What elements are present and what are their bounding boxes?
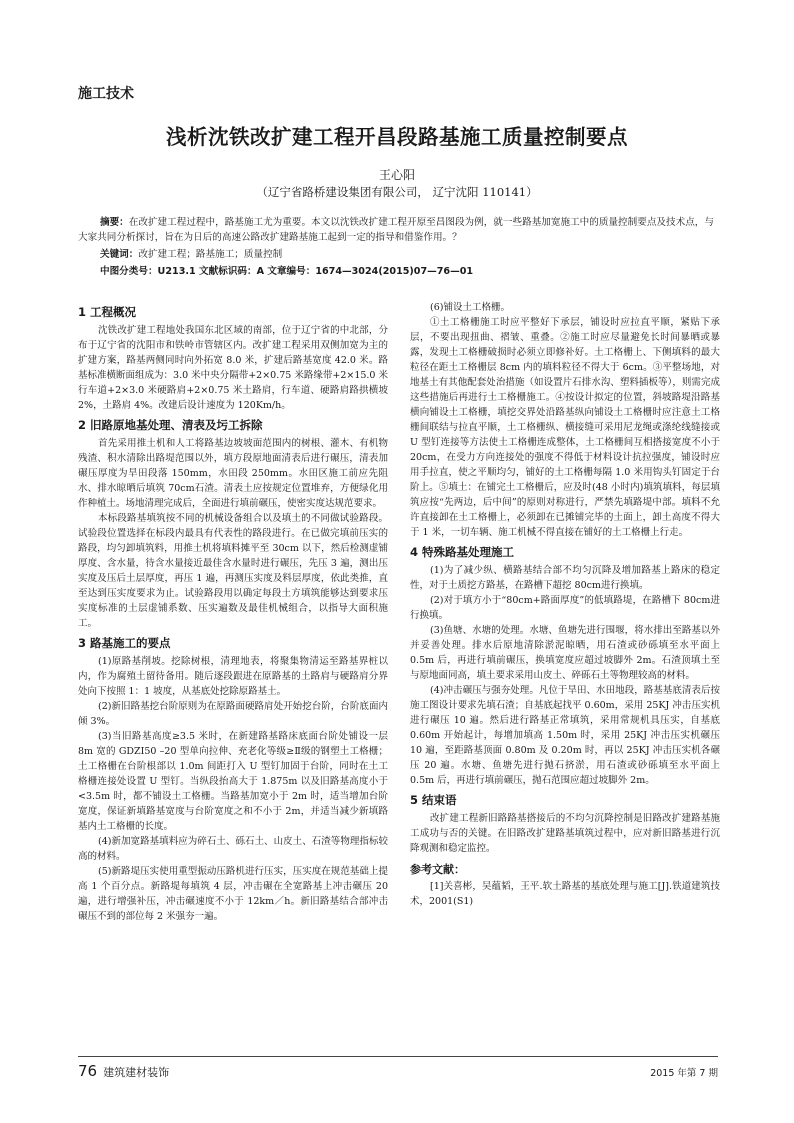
paragraph: (1)原路基削坡。挖除树根，清理地表，将聚集物清运至路基界桩以内，作为腐殖土留待备用。随后逐段跟进在原路基的土路肩与硬路肩分界处向下按照 1：1 坡度，从基底处挖除原路基土。	[78, 656, 388, 697]
paragraph: 改扩建工程新旧路路基搭接后的不均匀沉降控制是旧路改扩建路基施工成功与否的关键。在旧路改扩建路基填筑过程中，应对新旧路基进行沉降观测和稳定监控。	[410, 813, 720, 854]
paragraph: (4)新加宽路基填料应为碎石土、砾石土、山皮土、石渣等物理指标较高的材料。	[78, 836, 388, 862]
paragraph: (3)鱼塘、水塘的处理。水塘、鱼塘先进行围堰，将水排出至路基以外并妥善处理。排水后原地清除淤泥晾晒，用石渣或砂砾填至水平面上 0.5m 后，再进行填前碾压，换填宽度应超过坡脚外 2m。石渣顶填土至与原地面同高，填土要求采用山皮土、碎砾石土等物理较高的材料。	[410, 625, 720, 681]
paragraph: ①土工格栅施工时应平整好下承层，铺设时应拉直平顺，紧贴下承层，不要出现扭曲、褶皱、重叠。②施工时应尽量避免长时间暴晒或暴露，发现土工格栅破损时必须立即修补好。土工格栅上、下侧填料的最大粒径在距土工格栅层 8cm 内的填料粒径不得大于 6cm。③平整场地，对地基土有其他配套处治措施（如设置片石排水沟、塑料插板等），则需完成这些措施后再进行土工格栅施工。④按设计拟定的位置，斜坡路堤沿路基横向铺设土工格栅，填挖交界处沿路基纵向铺设土工格栅时应注意土工格栅间联结与拉直平顺，土工格栅纵、横接缝可采用尼龙绳或涤纶线缝接或 U 型钉连接等方法使土工格栅连成整体，土工格栅间互相搭接宽度不小于 20cm，在受力方向连接处的强度不得低于材料设计抗拉强度，铺设时应用手拉直，使之平顺均匀，铺好的土工格栅每隔 1.0 米用钩头钉固定于台阶上。⑤填土：在铺完土工格栅后，应及时(48 小时内)填筑填料，每层填筑应按“先两边，后中间”的原则对称进行，严禁先填路堤中部。填料不允许直接卸在土工格栅上，必须卸在已摊铺完毕的土面上，卸土高度不得大于 1 米，一切车辆、施工机械不得直接在铺好的土工格栅上行走。	[410, 317, 720, 538]
reference-item: [1]关喜彬，吴蕴韬，王平.软土路基的基底处理与施工[J].铁道建筑技术，2001(S1)	[410, 881, 720, 907]
paragraph: (2)对于填方小于“80cm+路面厚度”的低填路堤，在路槽下 80cm进行换填。	[410, 595, 720, 621]
classification-line: 中图分类号：U213.1 文献标识码：A 文章编号：1674—3024(2015)07—76—01	[100, 266, 474, 277]
keywords	[78, 247, 740, 262]
keywords-label: 关键词：	[100, 249, 139, 260]
section-heading: 3 路基施工的要点	[78, 636, 171, 650]
paragraph: 本标段路基填筑按不同的机械设备组合以及填土的不同做试验路段。试验段位置选择在标段内最具有代表性的路段进行。在已做完填前压实的路段，均匀卸填筑料，用推土机将填料摊平至 30cm 以下，然后检测虚铺厚度、含水量，待含水量接近最佳含水量时进行碾压，先压 3 遍，测出压实度及压后土层厚度，再压 1 遍，再测压实度及料层厚度，依此类推，直至达到压实度要求为止。试验路段用以确定每段土方填筑能够达到要求压实度标准的土层虚铺系数、压实遍数及最佳机械组合，以指导大面积施工。	[78, 513, 388, 629]
abstract	[78, 215, 718, 245]
affiliation: （辽宁省路桥建设集团有限公司， 辽宁沈阳 110141）	[256, 185, 538, 199]
paragraph: (6)铺设土工格栅。	[430, 302, 510, 313]
paragraph: (3)当旧路基高度≥3.5 米时，在新建路基路床底面台阶处铺设一层 8m 宽的 GDZI50 –20 型单向拉伸、充老化等级≥Ⅱ级的钢塑土工格栅；土工格栅在台阶根部以 1.0m 间距打入 U 型钉加固于台阶，同时在土工格栅连接处设置 U 型钉。当纵段抬高大于 1.875m 以及旧路基高度小于<3.5m 时，都不铺设土工格栅。当路基加宽小于 2m 时，适当增加台阶宽度，保证新填路基宽度与台阶宽度之和不小于 2m，并适当减少新填路基内土工格栅的长度。	[78, 731, 388, 832]
footer-issue: 2015 年第 7 期	[650, 1068, 718, 1079]
footer-journal	[78, 1062, 169, 1080]
abstract-label: 摘要：	[100, 217, 129, 228]
paragraph: (4)冲击碾压与强夯处理。凡位于旱田、水田地段，路基基底清表后按施工图设计要求先填石渣；自基底起找平 0.60m，采用 25KJ 冲击压实机进行碾压 10 遍。然后进行路基正常填筑，采用常规机具压实，自基底 0.60m 开始起计，每增加填高 1.50m 时，采用 25KJ 冲击压实机碾压 10 遍，至距路基顶面 0.80m 及 0.20m 时，再以 25KJ 冲击压实机各碾压 20 遍。水塘、鱼塘先进行抛石挤淤，用石渣或砂砾填至水平面上 0.5m 后，再进行填前碾压，抛石范围应超过坡脚外 2m。	[410, 685, 720, 786]
section-heading: 4 特殊路基处理施工	[410, 545, 515, 559]
abstract-text: 在改扩建工程过程中，路基施工尤为重要。本文以沈铁改扩建工程开原至昌图段为例，就一些路基加宽施工中的质量控制要点及技术点，与大家共同分析探讨，旨在为日后的高速公路改扩建路基施工起到一定的指导和借鉴作用。？	[78, 217, 714, 243]
paragraph: 沈铁改扩建工程地处我国东北区域的南部，位于辽宁省的中北部，分布于辽宁省的沈阳市和铁岭市管辖区内。改扩建工程采用双侧加宽为主的扩建方案，路基两侧同时向外拓宽 8.0 米，扩建后路基宽度 42.0 米。路基标准横断面组成为：3.0 米中央分隔带+2×0.75 米路缘带+2×15.0 米行车道+2×3.0 米硬路肩+2×0.75 米土路肩，行车道、硬路肩路拱横坡 2%，土路肩 4%。改建后设计速度为 120Km/h。	[78, 325, 388, 411]
paragraph: (2)新旧路基挖台阶原则为在原路面硬路肩处开始挖台阶，台阶底面内倾 3%。	[78, 701, 388, 727]
paragraph: (5)新路堤压实使用重型振动压路机进行压实，压实度在规范基础上提高 1 个百分点。新路堤每填筑 4 层，冲击碾在全宽路基上冲击碾压 20 遍，进行增强补压，冲击碾速度不小于 12km／h。新旧路基结合部冲击碾压不到的部位每 2 米强夯一遍。	[78, 866, 388, 922]
right-column	[410, 300, 720, 909]
journal-name: 建筑建材装饰	[103, 1066, 170, 1079]
paragraph: (1)为了减少纵、横路基结合部不均匀沉降及增加路基上路床的稳定性，对于土质挖方路基，在路槽下超挖 80cm进行换填。	[410, 565, 720, 591]
page-number: 76	[78, 1062, 98, 1080]
footer-rule	[78, 1056, 718, 1057]
section-heading: 2 旧路原地基处理、清表及圬工拆除	[78, 418, 263, 432]
section-tag: 施工技术	[78, 86, 134, 102]
author: 王心阳	[378, 168, 415, 182]
keywords-text: 改扩建工程；路基施工；质量控制	[138, 249, 283, 260]
references-title: 参考文献：	[410, 863, 465, 876]
section-heading: 5 结束语	[410, 793, 457, 807]
paragraph: 首先采用推土机和人工将路基边坡坡面范围内的树根、灌木、有机物残渣、积水清除出路堤范围以外，填方段原地面清表后进行碾压，清表加碾压厚度为旱田段落 150mm，水田段 250mm。水田区施工前应先阻水、排水晾晒后填筑 70cm石渣。清表土应按规定位置堆弃，方便绿化用作种植土。场地清理完成后，全面进行填前碾压，使密实度达规范要求。	[78, 438, 388, 509]
paper-title: 浅析沈铁改扩建工程开昌段路基施工质量控制要点	[166, 125, 628, 149]
section-heading: 1 工程概况	[78, 305, 137, 319]
left-column	[78, 300, 388, 924]
